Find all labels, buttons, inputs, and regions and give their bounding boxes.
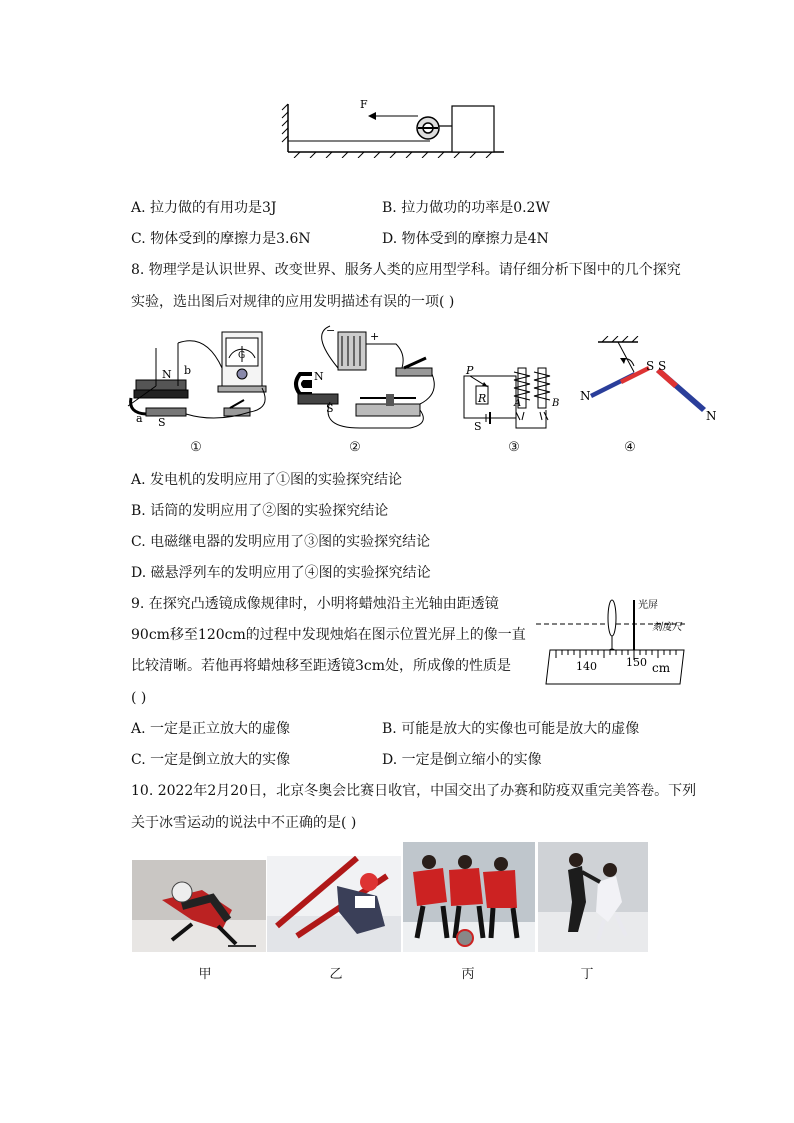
fig2-n-label: N xyxy=(314,370,324,383)
pulley-block-figure xyxy=(280,96,510,158)
q10-caption-2: 乙 xyxy=(329,967,343,982)
q8-figure-2 xyxy=(290,324,440,436)
q8-option-d: D. 磁悬浮列车的发明应用了④图的实验探究结论 xyxy=(131,565,431,581)
photo-curling xyxy=(403,842,535,952)
q9-stem-line4: ( ) xyxy=(131,690,147,706)
screen-label: 光屏 xyxy=(638,600,658,611)
q10-caption-4: 丁 xyxy=(580,967,594,982)
q8-caption-3: ③ xyxy=(508,440,520,455)
fig1-b-label: b xyxy=(184,364,192,377)
fig3-s-label: S xyxy=(474,420,482,432)
q8-stem-line2: 实验，选出图后对规律的应用发明描述有误的一项( ) xyxy=(131,294,455,310)
fig4-n1-label: N xyxy=(580,389,591,403)
q9-stem-line2: 90cm移至120cm的过程中发现烛焰在图示位置光屏上的像一直 xyxy=(131,627,526,643)
q8-option-b: B. 话筒的发明应用了②图的实验探究结论 xyxy=(131,503,389,519)
q7-option-b: B. 拉力做功的功率是0.2W xyxy=(382,200,550,216)
fig2-plus: + xyxy=(370,330,380,343)
q7-option-c: C. 物体受到的摩擦力是3.6N xyxy=(131,231,311,247)
ruler-tick-150: 150 xyxy=(626,656,647,669)
fig1-g-label: G xyxy=(238,351,246,361)
q10-caption-3: 丙 xyxy=(461,967,475,982)
ruler-unit: cm xyxy=(652,661,671,675)
fig2-minus: − xyxy=(326,324,336,337)
fig4-n2-label: N xyxy=(706,409,717,423)
fig3-a-label: A xyxy=(514,398,522,409)
q8-figure-4 xyxy=(574,336,724,426)
q7-option-a: A. 拉力做的有用功是3J xyxy=(131,200,277,216)
fig3-b-label: B xyxy=(552,398,560,409)
q8-caption-1: ① xyxy=(190,440,202,455)
force-label: F xyxy=(360,98,368,111)
q10-caption-1: 甲 xyxy=(198,967,212,982)
q9-option-a: A. 一定是正立放大的虚像 xyxy=(131,721,291,737)
fig2-s-label: S xyxy=(326,402,334,415)
photo-speed-skating xyxy=(132,860,266,952)
q10-stem-line1: 10. 2022年2月20日，北京冬奥会比赛日收官，中国交出了办赛和防疫双重完美答卷。下列 xyxy=(131,783,697,799)
q8-stem-line1: 8. 物理学是认识世界、改变世界、服务人类的应用型学科。请仔细分析下图中的几个探究 xyxy=(131,262,681,278)
fig1-n-label: N xyxy=(162,368,172,381)
photo-freestyle-skiing xyxy=(267,856,401,952)
ruler-label: 刻度尺 xyxy=(652,622,682,633)
q9-lens-ruler-figure xyxy=(536,596,688,686)
q8-figure-3 xyxy=(458,362,568,432)
q7-option-d: D. 物体受到的摩擦力是4N xyxy=(382,231,549,247)
q8-figure-1 xyxy=(126,328,276,428)
q8-option-c: C. 电磁继电器的发明应用了③图的实验探究结论 xyxy=(131,534,431,550)
fig4-s1-label: S xyxy=(646,359,655,373)
q10-stem-line2: 关于冰雪运动的说法中不正确的是( ) xyxy=(131,815,357,831)
q9-option-c: C. 一定是倒立放大的实像 xyxy=(131,752,291,768)
fig3-p-label: P xyxy=(466,364,474,377)
q8-caption-2: ② xyxy=(349,440,361,455)
q8-caption-4: ④ xyxy=(624,440,636,455)
q9-stem-line3: 比较清晰。若他再将蜡烛移至距透镜3cm处，所成像的性质是 xyxy=(131,658,512,674)
fig1-s-label: S xyxy=(158,416,166,428)
fig4-s2-label: S xyxy=(658,359,667,373)
fig3-r-label: R xyxy=(478,392,487,405)
q9-option-b: B. 可能是放大的实像也可能是放大的虚像 xyxy=(382,721,640,737)
fig1-a-label: a xyxy=(136,412,143,425)
q9-stem-line1: 9. 在探究凸透镜成像规律时，小明将蜡烛沿主光轴由距透镜 xyxy=(131,596,499,612)
ruler-tick-140: 140 xyxy=(576,660,597,673)
photo-figure-skating xyxy=(538,842,648,952)
q8-option-a: A. 发电机的发明应用了①图的实验探究结论 xyxy=(131,472,403,488)
q9-option-d: D. 一定是倒立缩小的实像 xyxy=(382,752,542,768)
